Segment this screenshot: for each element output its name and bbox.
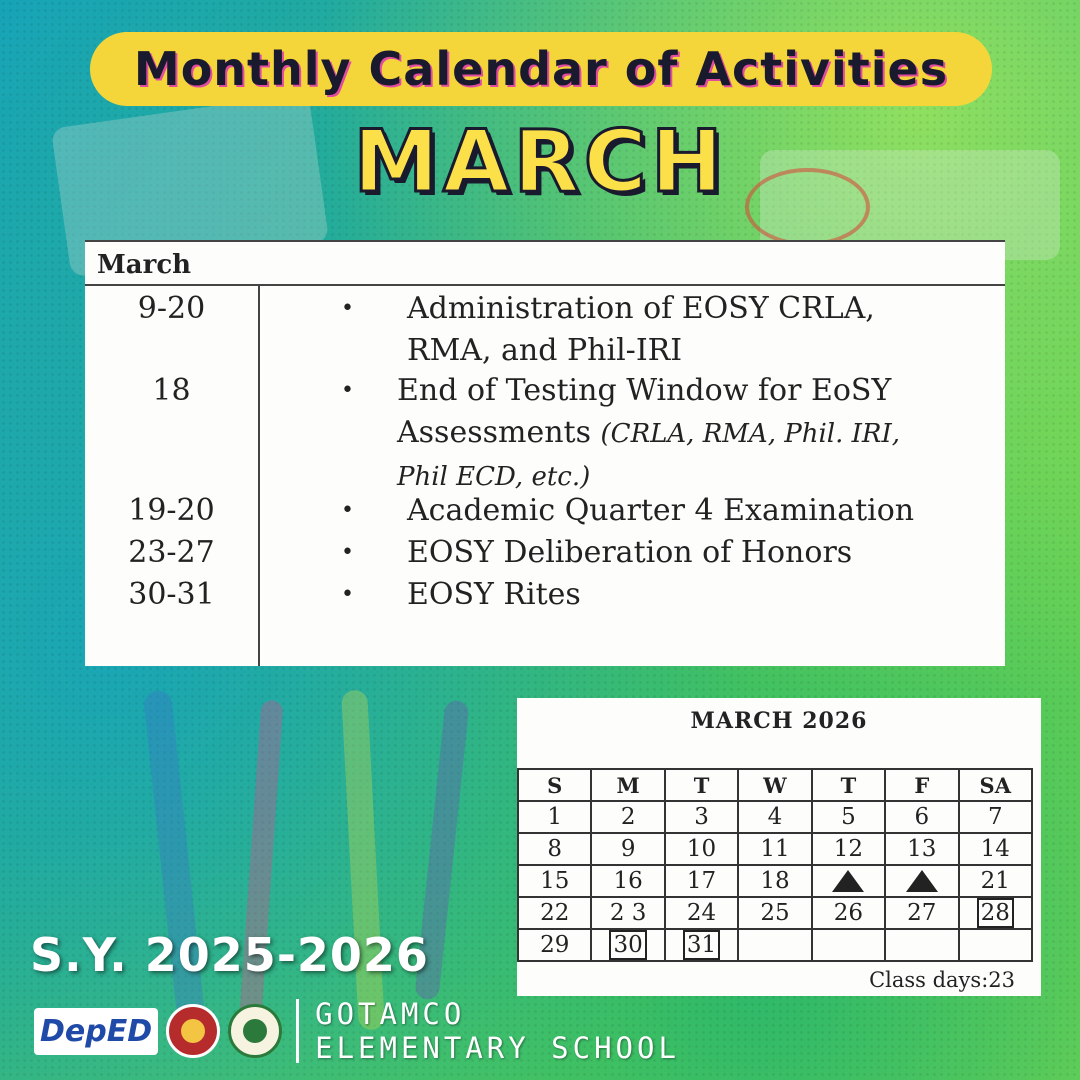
triangle-mark-icon	[832, 870, 864, 892]
school-name-line2: ELEMENTARY SCHOOL	[315, 1031, 680, 1065]
school-name	[315, 997, 680, 1065]
school-year: S.Y. 2025-2026	[30, 928, 429, 982]
footer-logos	[34, 997, 680, 1065]
calendar-day: 16	[591, 865, 664, 897]
calendar-day-marked	[812, 865, 885, 897]
calendar-week-row	[518, 865, 1032, 897]
activity-text: End of Testing Window for EoSY Assessments (CRLA, RMA, Phil. IRI, Phil ECD, etc.)	[397, 373, 901, 492]
activity-date: 18	[152, 373, 191, 408]
calendar-day: 25	[738, 897, 811, 929]
calendar-day: 1	[518, 801, 591, 833]
calendar-week-row	[518, 833, 1032, 865]
activity-date: 23-27	[128, 535, 215, 570]
calendar-day: 10	[665, 833, 738, 865]
activity-date: 19-20	[128, 493, 215, 528]
calendar-day: 12	[812, 833, 885, 865]
activities-table	[85, 240, 1005, 666]
calendar-week-row	[518, 929, 1032, 961]
calendar-day: 11	[738, 833, 811, 865]
title-banner	[90, 32, 992, 106]
calendar-day	[812, 929, 885, 961]
calendar-day: 21	[959, 865, 1032, 897]
calendar-day: 14	[959, 833, 1032, 865]
activity-text: EOSY Rites	[407, 577, 581, 612]
calendar-day: 27	[885, 897, 958, 929]
activity-text: Administration of EOSY CRLA, RMA, and Phil-IRI	[407, 291, 875, 368]
calendar-day	[738, 929, 811, 961]
triangle-mark-icon	[906, 870, 938, 892]
calendar-day: 2 3	[591, 897, 664, 929]
month-heading: MARCH	[353, 112, 727, 212]
table-divider	[258, 286, 260, 666]
school-seal-icon	[228, 1004, 282, 1058]
activities-heading: March	[85, 240, 1005, 286]
month-calendar	[517, 698, 1041, 996]
weekday-label: F	[885, 769, 958, 801]
footer-divider	[296, 999, 299, 1063]
calendar-day: 2	[591, 801, 664, 833]
calendar-day: 17	[665, 865, 738, 897]
calendar-week-row	[518, 801, 1032, 833]
activity-date: 30-31	[128, 577, 215, 612]
calendar-day: 13	[885, 833, 958, 865]
calendar-day: 18	[738, 865, 811, 897]
calendar-day-boxed: 28	[959, 897, 1032, 929]
calendar-day: 6	[885, 801, 958, 833]
calendar-day: 29	[518, 929, 591, 961]
calendar-day: 24	[665, 897, 738, 929]
bullet-icon: •	[341, 296, 354, 321]
page-title: Monthly Calendar of Activities	[133, 42, 949, 96]
activity-text: EOSY Deliberation of Honors	[407, 535, 853, 570]
calendar-day: 9	[591, 833, 664, 865]
weekday-label: M	[591, 769, 664, 801]
calendar-week-row	[518, 897, 1032, 929]
activity-text: Academic Quarter 4 Examination	[407, 493, 915, 528]
weekday-label: T	[665, 769, 738, 801]
calendar-day: 22	[518, 897, 591, 929]
calendar-day-boxed: 30	[591, 929, 664, 961]
weekday-label: T	[812, 769, 885, 801]
calendar-day: 26	[812, 897, 885, 929]
calendar-day-marked	[885, 865, 958, 897]
class-days-count: Class days:23	[869, 968, 1015, 992]
calendar-day: 5	[812, 801, 885, 833]
calendar-title: MARCH 2026	[690, 708, 868, 734]
weekday-label: W	[738, 769, 811, 801]
calendar-day: 7	[959, 801, 1032, 833]
school-name-line1: GOTAMCO	[315, 997, 466, 1031]
calendar-day	[959, 929, 1032, 961]
bullet-icon: •	[341, 540, 354, 565]
calendar-grid	[517, 768, 1033, 962]
calendar-day	[885, 929, 958, 961]
weekday-label: SA	[959, 769, 1032, 801]
deped-seal-icon	[166, 1004, 220, 1058]
activity-date: 9-20	[137, 291, 206, 326]
bullet-icon: •	[341, 378, 354, 403]
weekday-label: S	[518, 769, 591, 801]
deped-logo: DepED	[34, 1008, 158, 1055]
calendar-day: 8	[518, 833, 591, 865]
calendar-weekday-row	[518, 769, 1032, 801]
bullet-icon: •	[341, 498, 354, 523]
calendar-day-boxed: 31	[665, 929, 738, 961]
calendar-day: 15	[518, 865, 591, 897]
calendar-day: 4	[738, 801, 811, 833]
calendar-day: 3	[665, 801, 738, 833]
bullet-icon: •	[341, 582, 354, 607]
